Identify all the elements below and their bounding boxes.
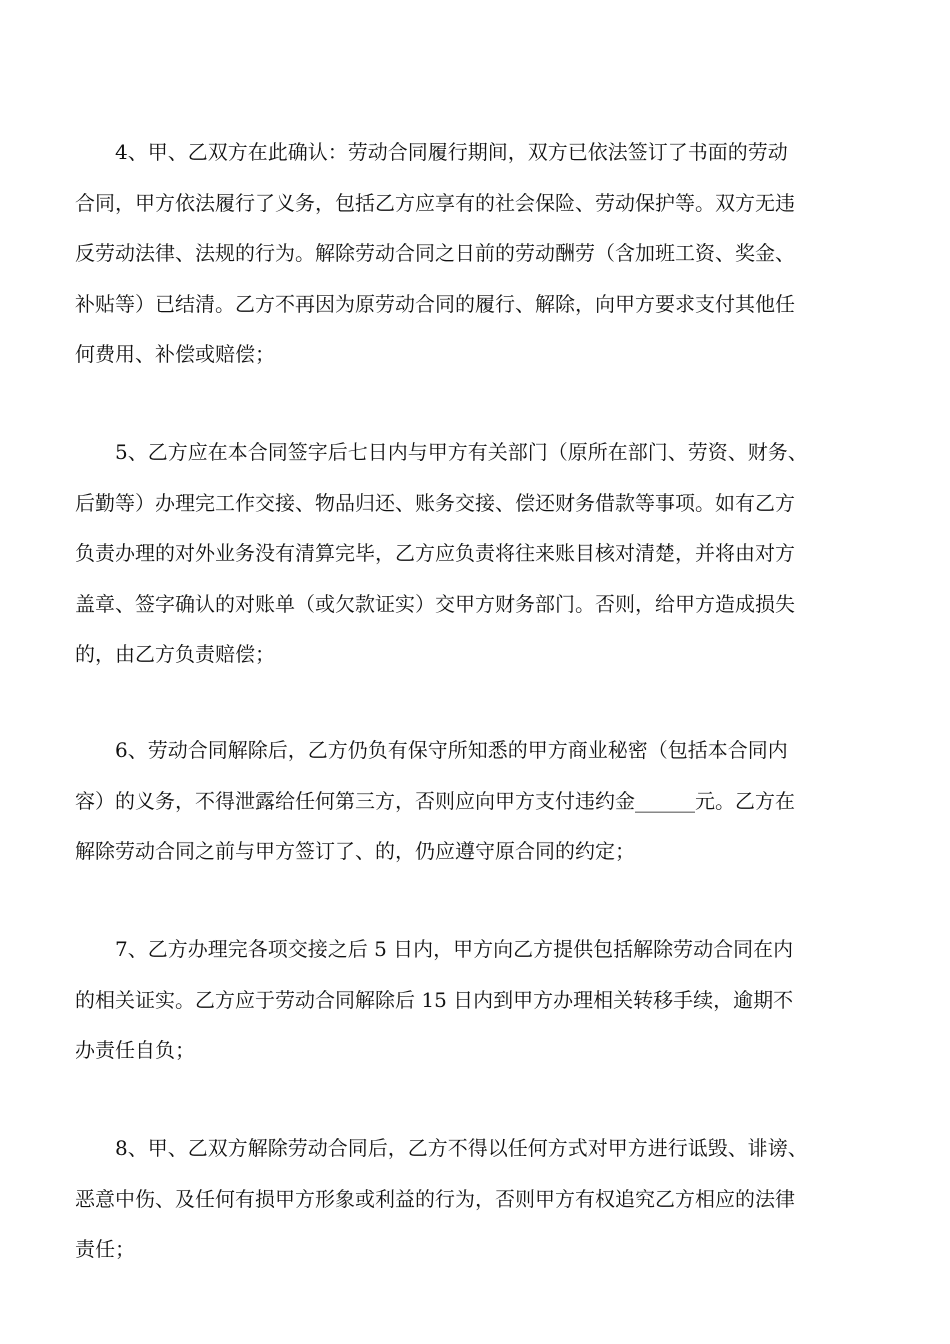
text-line: 负责办理的对外业务没有清算完毕，乙方应负责将往来账目核对清楚，并将由对方 bbox=[75, 541, 795, 565]
paragraph-clause-6 bbox=[75, 725, 887, 877]
text-line: 反劳动法律、法规的行为。解除劳动合同之日前的劳动酬劳（含加班工资、奖金、 bbox=[75, 241, 795, 265]
text-line: 的，由乙方负责赔偿； bbox=[75, 642, 275, 666]
text-line: 何费用、补偿或赔偿； bbox=[75, 342, 275, 366]
text-line: 合同，甲方依法履行了义务，包括乙方应享有的社会保险、劳动保护等。双方无违 bbox=[75, 190, 795, 215]
text-line: 解除劳动合同之前与甲方签订了、的，仍应遵守原合同的约定； bbox=[75, 839, 635, 863]
text-line: 5、乙方应在本合同签字后七日内与甲方有关部门（原所在部门、劳资、财务、 bbox=[75, 440, 808, 464]
text-line: 责任； bbox=[75, 1237, 135, 1261]
paragraph-clause-4 bbox=[75, 127, 887, 380]
paragraph-clause-5 bbox=[75, 427, 887, 680]
text-line: 8、甲、乙双方解除劳动合同后，乙方不得以任何方式对甲方进行诋毁、诽谤、 bbox=[75, 1136, 808, 1160]
text-line: 容）的义务，不得泄露给任何第三方，否则应向甲方支付违约金______元。乙方在 bbox=[75, 788, 795, 813]
text-line: 6、劳动合同解除后，乙方仍负有保守所知悉的甲方商业秘密（包括本合同内 bbox=[75, 738, 788, 762]
text-line: 盖章、签字确认的对账单（或欠款证实）交甲方财务部门。否则，给甲方造成损失 bbox=[75, 591, 795, 616]
text-line: 后勤等）办理完工作交接、物品归还、账务交接、偿还财务借款等事项。如有乙方 bbox=[75, 490, 795, 515]
text-line: 办责任自负； bbox=[75, 1038, 195, 1062]
paragraph-clause-8 bbox=[75, 1123, 887, 1275]
text-line: 的相关证实。乙方应于劳动合同解除后 15 日内到甲方办理相关转移手续，逾期不 bbox=[75, 987, 794, 1012]
text-line: 4、甲、乙双方在此确认：劳动合同履行期间，双方已依法签订了书面的劳动 bbox=[75, 140, 788, 164]
text-line: 恶意中伤、及任何有损甲方形象或利益的行为，否则甲方有权追究乙方相应的法律 bbox=[75, 1186, 795, 1211]
paragraph-clause-7 bbox=[75, 924, 887, 1076]
text-line: 补贴等）已结清。乙方不再因为原劳动合同的履行、解除，向甲方要求支付其他任 bbox=[75, 291, 795, 316]
text-line: 7、乙方办理完各项交接之后 5 日内，甲方向乙方提供包括解除劳动合同在内 bbox=[75, 937, 794, 961]
